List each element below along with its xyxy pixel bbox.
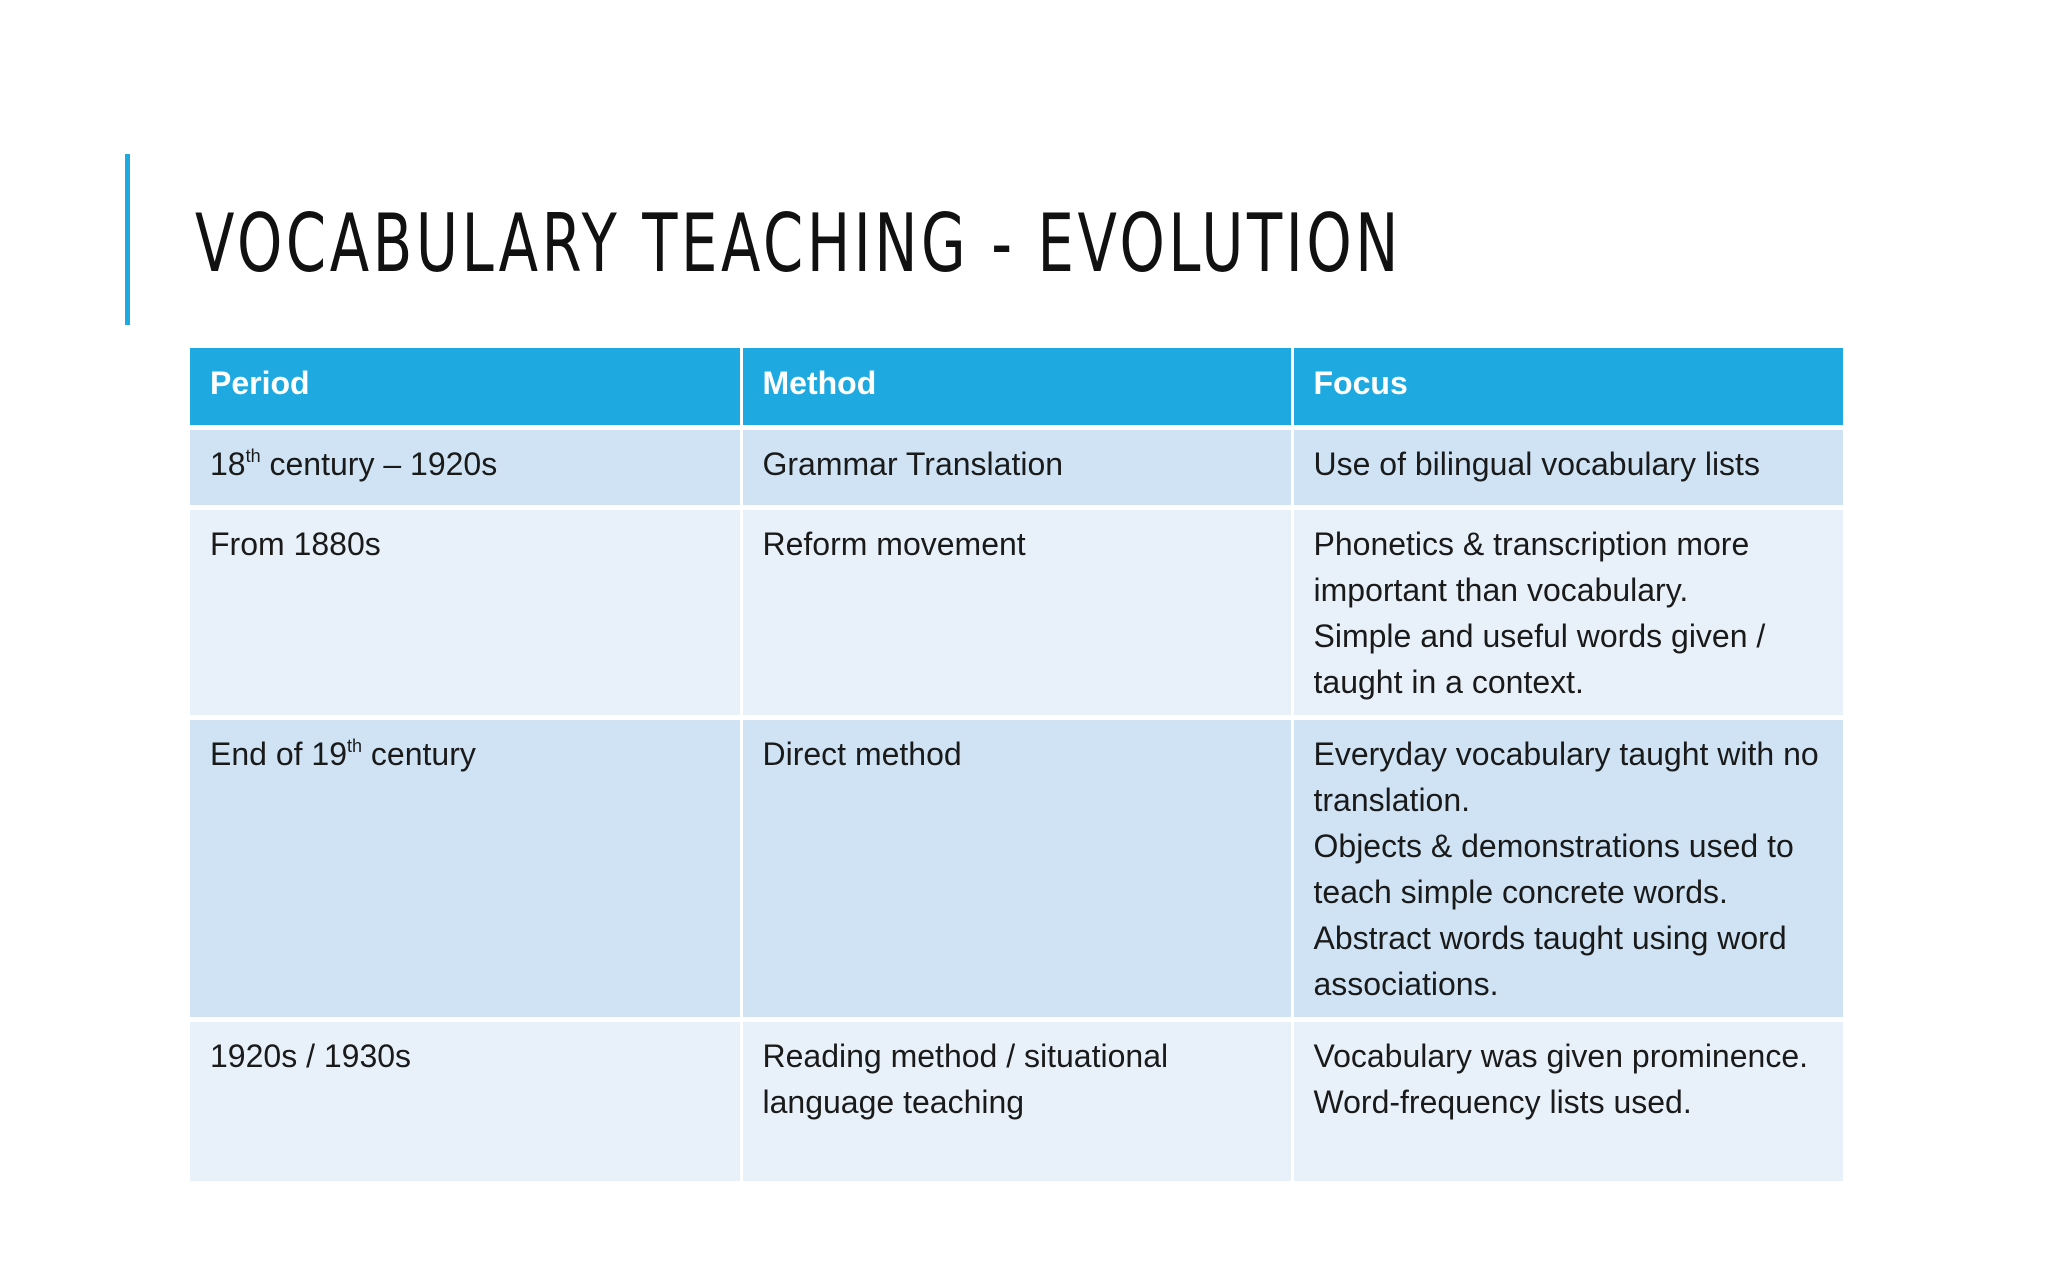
slide-title: VOCABULARY TEACHING - EVOLUTION (195, 197, 1402, 290)
method-cell (741, 1020, 1292, 1184)
period-cell (190, 508, 741, 718)
evolution-table (190, 348, 1843, 1186)
period-cell (190, 718, 741, 1020)
period-text-suffix: century (362, 736, 476, 772)
table-header-row (190, 348, 1843, 428)
focus-text: Abstract words taught using word associations. (1313, 920, 1787, 1002)
method-cell (741, 508, 1292, 718)
method-cell (741, 718, 1292, 1020)
header-method: Method (741, 348, 1292, 428)
focus-cell (1292, 428, 1843, 508)
period-text: 1920s / 1930s (210, 1038, 412, 1074)
focus-text: Objects & demonstrations used to teach simple concrete words. (1313, 828, 1794, 910)
period-text: 18 (210, 446, 246, 482)
table-row (190, 508, 1843, 718)
table-row (190, 1020, 1843, 1184)
focus-cell (1292, 1020, 1843, 1184)
focus-text: Everyday vocabulary taught with no translation. (1313, 736, 1819, 818)
focus-text: Vocabulary was given prominence. (1313, 1038, 1808, 1074)
period-cell (190, 1020, 741, 1184)
header-focus: Focus (1292, 348, 1843, 428)
table-row (190, 428, 1843, 508)
ordinal-suffix: th (245, 446, 261, 466)
title-accent-bar (125, 154, 130, 325)
method-text: Grammar Translation (762, 446, 1064, 482)
period-text: End of 19 (210, 736, 347, 772)
header-period: Period (190, 348, 741, 428)
period-text-suffix: century – 1920s (260, 446, 498, 482)
focus-text: Phonetics & transcription more important than vocabulary. (1313, 526, 1750, 608)
focus-text: Simple and useful words given / taught in a context. (1313, 618, 1766, 700)
method-text: Direct method (762, 736, 962, 772)
period-text: From 1880s (210, 526, 381, 562)
table-row (190, 718, 1843, 1020)
focus-cell (1292, 718, 1843, 1020)
method-text: Reform movement (762, 526, 1026, 562)
ordinal-suffix: th (347, 736, 363, 756)
focus-text: Use of bilingual vocabulary lists (1313, 446, 1760, 482)
focus-text: Word-frequency lists used. (1313, 1084, 1692, 1120)
period-cell (190, 428, 741, 508)
method-text: Reading method / situational language teaching (762, 1038, 1169, 1120)
focus-cell (1292, 508, 1843, 718)
method-cell (741, 428, 1292, 508)
